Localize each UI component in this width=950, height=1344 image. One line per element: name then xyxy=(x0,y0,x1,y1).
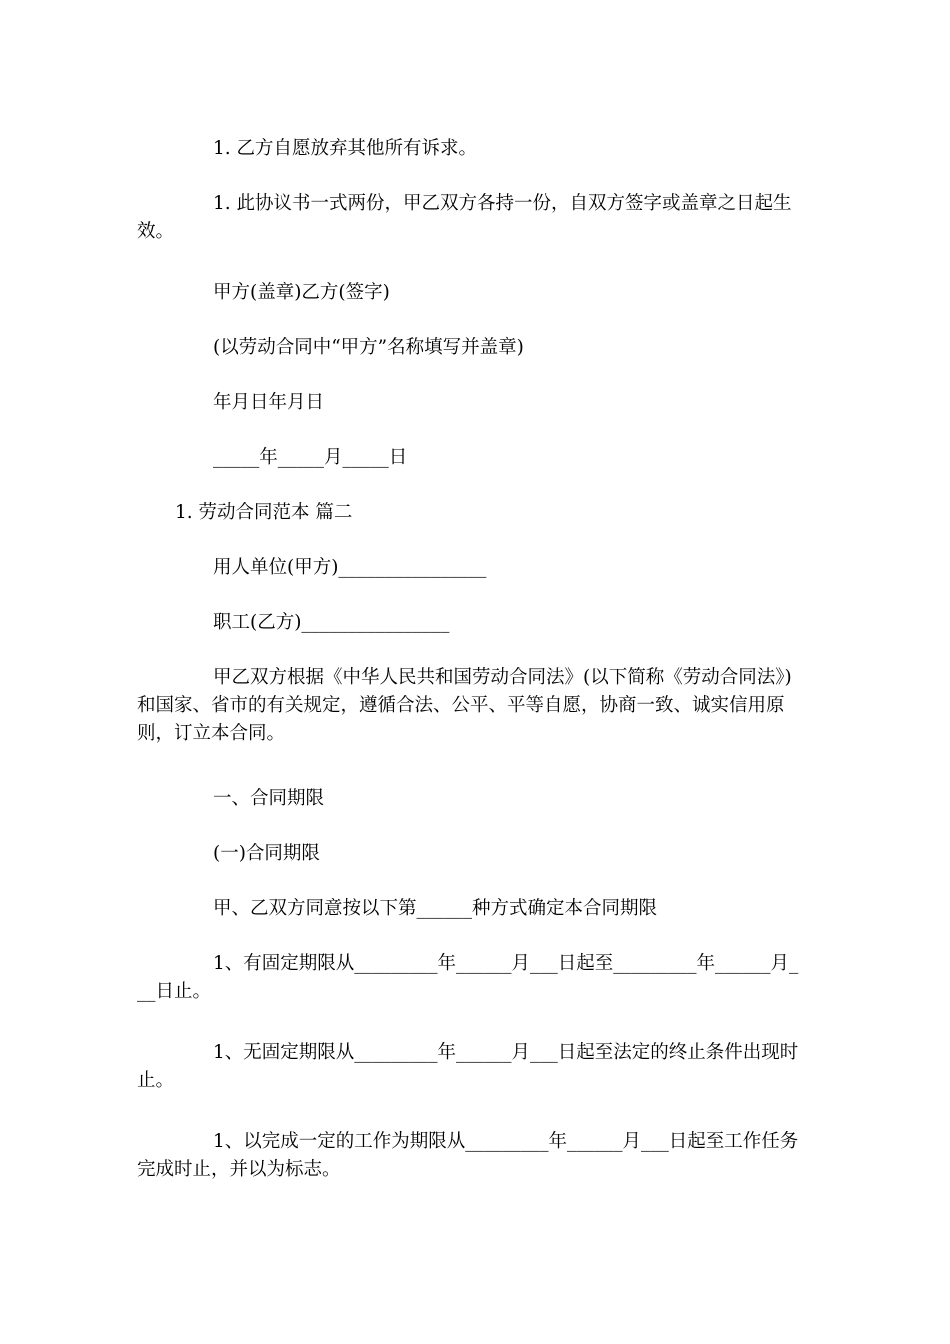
clause-copies-effective: 1. 此协议书一式两份，甲乙双方各持一份，自双方签字或盖章之日起生效。 xyxy=(137,193,792,242)
term-method-clause: 甲、乙双方同意按以下第______种方式确定本合同期限 xyxy=(213,898,658,919)
clause-waive-claims: 1. 乙方自愿放弃其他所有诉求。 xyxy=(213,138,478,159)
signature-note: (以劳动合同中“甲方”名称填写并盖章) xyxy=(213,337,524,358)
date-blank-line: _____年_____月_____日 xyxy=(213,447,408,468)
employee-field: 职工(乙方)________________ xyxy=(213,612,450,633)
subheading-contract-term: (一)合同期限 xyxy=(213,843,320,864)
contract-preamble: 甲乙双方根据《中华人民共和国劳动合同法》(以下简称《劳动合同法》)和国家、省市的有关规定，遵循合法、公平、平等自愿，协商一致、诚实信用原则，订立本合同。 xyxy=(137,667,792,744)
heading-contract-term: 一、合同期限 xyxy=(213,788,325,809)
open-ended-term-clause: 1、无固定期限从_________年______月___日起至法定的终止条件出现时止。 xyxy=(137,1042,799,1091)
task-based-term-clause: 1、以完成一定的工作为期限从_________年______月___日起至工作任务完成时止，并以为标志。 xyxy=(137,1131,799,1180)
section-title-part-two: 1. 劳动合同范本 篇二 xyxy=(175,502,353,523)
signature-dates: 年月日年月日 xyxy=(213,392,325,413)
signature-parties: 甲方(盖章)乙方(签字) xyxy=(213,282,390,303)
employer-field: 用人单位(甲方)________________ xyxy=(213,557,487,578)
fixed-term-clause: 1、有固定期限从_________年______月___日起至_________年______月___日止。 xyxy=(137,953,799,1002)
